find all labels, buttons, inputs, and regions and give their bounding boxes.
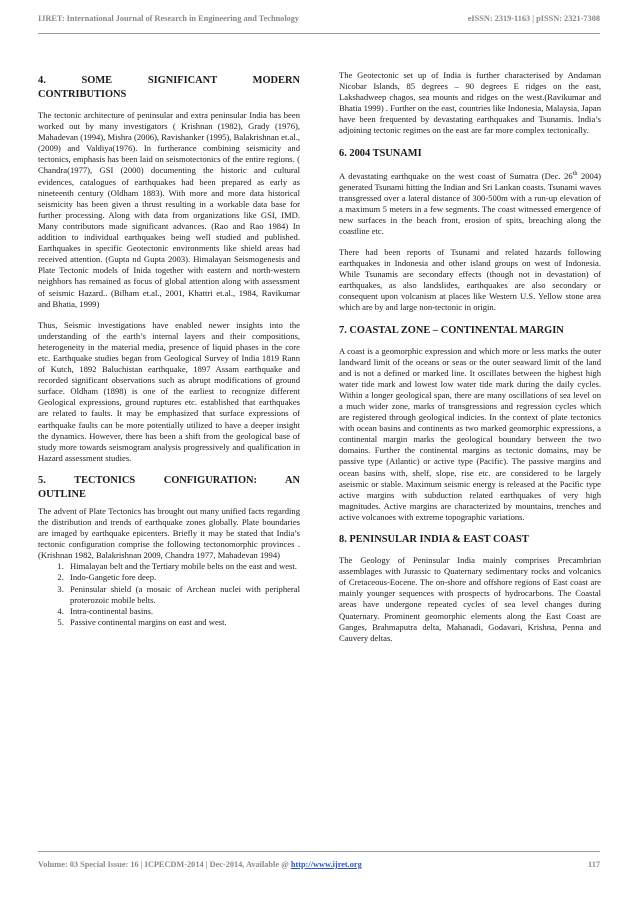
- s6-p1-sup: th: [572, 170, 578, 177]
- section-6-paragraph-2: There had been reports of Tsunami and related hazards following earthquakes in Indonesia and other island groups on west of Indonesia. While Tsunamis are secondary effects (though not in devastation) of earthquakes, as also landslides, earthquakes are also secondary or consequent upon volcanism at places like Western U.S. Yellow stone area which are by and large non-tectonic in origin.: [339, 246, 601, 313]
- journal-title: IJRET: International Journal of Research in Engineering and Technology: [38, 14, 300, 23]
- section-6-paragraph-1: [339, 169, 601, 237]
- section-8-paragraph-1: The Geology of Peninsular India mainly comprises Precambrian assemblages with Jurassic to Quaternary sedimentary rocks and volcanics of Cretaceous-Eocene. The on-shore and offshore regions of East coast are mainly younger sequences with prospects of hydrocarbons. The Coastal areas have undergone repeated cycles of sea level changes during Quaternary. Prominent geomorphic elements along the East Coast are Ganges, Brahmaputra delta, Mahanadi, Godavari, Krishna, Penna and Cauvery deltas.: [339, 555, 601, 643]
- page-number: 117: [588, 860, 600, 869]
- s6-p1-start: A devastating earthquake on the west coast of Sumatra (Dec. 26: [339, 170, 573, 181]
- section-4-heading: 4. SOME SIGNIFICANT MODERN: [38, 75, 300, 86]
- right-column: [339, 70, 601, 654]
- footer-volume: [38, 860, 362, 869]
- volume-text: Volume: 03 Special Issue: 16 | ICPECDM-2014 | Dec-2014, Available @: [38, 860, 291, 869]
- province-list: [38, 561, 300, 628]
- header-divider: [38, 33, 600, 34]
- journal-link[interactable]: http://www.ijret.org: [290, 860, 362, 869]
- list-item: 5. Passive continental margins on east and west.: [66, 617, 300, 628]
- section-6-heading: 6. 2004 TSUNAMI: [339, 147, 422, 159]
- footer-divider: [38, 851, 600, 852]
- page-header: [38, 14, 600, 26]
- section-4-paragraph-2: Thus, Seismic investigations have enabled newer insights into the understanding of the earth’s internal layers and their compositions, heterogeneity in the material media, presence of liquid phases in the core etc. Earthquake studies began from Geological Survey of India 1819 Rann of Kutch, 1892 Baluchistan earthquake, 1897 Assam earthquake and recorded significant observations such as abrupt modifications of ground surface. Oldham (1898) is one of the earliest to recognize different Geological expressions, ground ruptures etc. established that earthquakes are related to faults. It may be emphasized that surface expressions of earthquake faults can be more potentially utilized to have a deeper insight the dynamics. However, there has been a shift from the geological base of study more towards seismogram analysis progressively and qualification in Hazard assessment studies.: [38, 319, 300, 463]
- page-footer: [38, 860, 600, 872]
- list-item: 1. Himalayan belt and the Tertiary mobile belts on the east and west.: [66, 561, 300, 572]
- left-column: [38, 70, 300, 628]
- section-5-paragraph-1: The advent of Plate Tectonics has brought out many unified facts regarding the distribution and trends of earthquake zones globally. Plate boundaries are imaged by earthquake epicenters. Briefly it may be stated that India’s tectonic configuration comprise the following tectonomorphic provinces .(Krishnan 1982, Balakrishnan 2009, Chandra 1977, Mahadevan 1994): [38, 505, 300, 561]
- list-item: 3. Peninsular shield (a mosaic of Archean nuclei with peripheral proterozoic mobile belts.: [66, 584, 300, 606]
- section-4-heading-cont: CONTRIBUTIONS: [38, 89, 127, 100]
- list-item: 2. Indo-Gangetic fore deep.: [66, 572, 300, 583]
- issn-label: eISSN: 2319-1163 | pISSN: 2321-7308: [467, 14, 600, 23]
- list-item: 4. Intra-continental basins.: [66, 606, 300, 617]
- section-8-heading: 8. PENINSULAR INDIA & EAST COAST: [339, 534, 529, 546]
- section-5-paragraph-2: The Geotectonic set up of India is further characterised by Andaman Nicobar Islands, 85 degrees – 90 degrees E ridges on the east, Lakshadweep chagos, sea mounts and ridges on the west.(Ravikumar and Bhatia 1999) . Further on the east, countries like Indonesia, Malaysia, Japan have been frequented by devastating earthquakes and Tsunamis. India’s adjoining tectonic regimes on the east are far more complex tectonically.: [339, 70, 601, 136]
- section-5-heading: 5. TECTONICS CONFIGURATION: AN: [38, 474, 300, 486]
- section-7-paragraph-1: A coast is a geomorphic expression and which more or less marks the outer landward limit of the oceans or seas or the outer seaward limit of the land and is not a defined or marked line. It oscillates between the highest high water tide mark and lowest low water tide mark during the daily cycles. Within a longer geological span, there are many oscillations of sea level on a much wider zone, marks of transgressions and regression cycles which are registered through geological indicies. In the context of plate tectonics with ocean basins and continents as two marked geomorphic expressions, a continental margin marks the geological boundary between the two domains. Further the continental margins as tectonic domains, may be passive type (Atlantic) or active type (Pacific). The passive margins and ocean basins with, shelf, slope, rise etc. are considered to be largely aseismic or stable. Maximum seismic energy is released at the Pacific type active margins with subduction related earthquakes of very high magnitudes. Active margins are characterized by mountains, trenches and active volcanoes with extreme topographic variations.: [339, 345, 601, 522]
- section-7-heading: 7. COASTAL ZONE – CONTINENTAL MARGIN: [339, 324, 564, 336]
- s6-p1-end: 2004) generated Tsunami hitting the Indian and Sri Lankan coasts. Tsunami waves transgressed over a lateral distance of 300-500m with a run-up elevation of a maximum 5 meters in a few segments. The coast witnessed emergence of new surfaces in the beach front, erosion of spits, breaching along the coastline etc.: [339, 170, 601, 236]
- section-5-heading-cont: OUTLINE: [38, 488, 86, 500]
- section-4-paragraph-1: The tectonic architecture of peninsular and extra peninsular India has been worked out by many investigators ( Krishnan (1982), Grady (1976), Mahadevan (1994), Mishra (2006), Ravishanker (1995), Balakrishnan et.al., (2009) and Valdiya(1976). In furtherance combining seismicity and tectonics, emphasis has been laid on seismotectonics of the entire regions. ( Chandra(1977), GSI (2000) documenting the historic and cultural evidences, catalogues of earthquakes had been prepared as early as nineteenth century (Oldham 1883). With more and more data historical seismicity has been given a thrust resulting in a workable data base for further processing. Along with data from organizations like GSI, IMD. Many contributors made significant advances. (Rao and Rao 1984) In addition to individual earthquakes being well studied and published. Earthquakes in specific Geotectonic environments like shield areas had received attention. (Gupta nd Gupta 2003). Himalayan Seismogenesis and Plate Tectonic models of Inida together with eastern and north-western neighbors has remained as focus of global attention along with assessment of seismic Hazard.. (Bilham et.al., 2001, Khattri et.al., 1984, Ravikumar and Bhatia, 1999): [38, 110, 300, 309]
